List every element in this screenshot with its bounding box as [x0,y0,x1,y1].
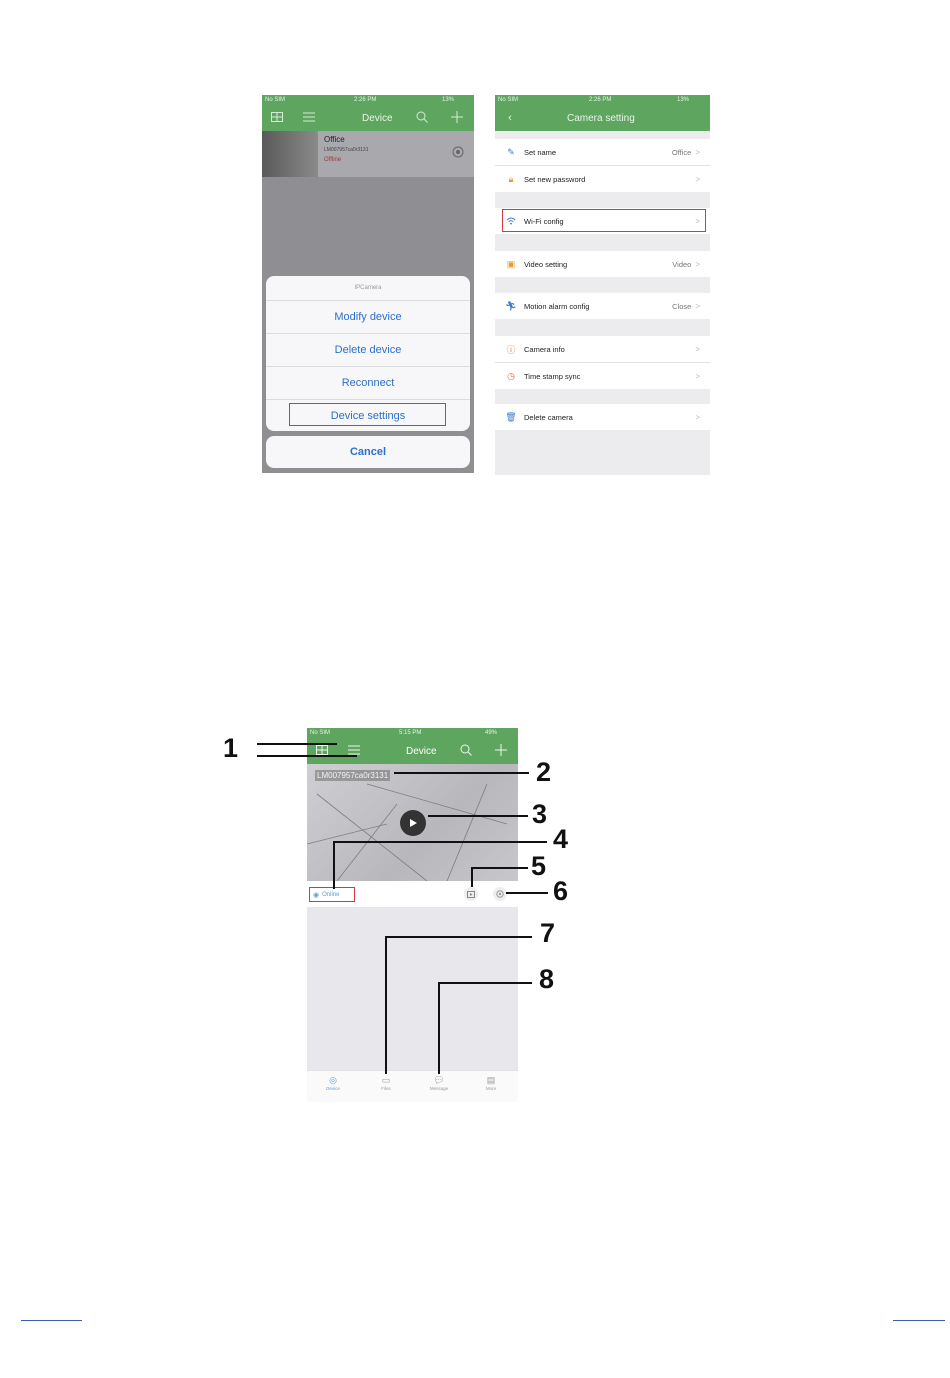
video-icon: ▣ [506,258,516,269]
main-device-screenshot [307,728,518,1102]
chevron-right-icon: > [695,301,700,311]
settings-gear-icon[interactable] [452,146,464,158]
online-label: Online [322,891,340,898]
leader-line-6 [506,892,548,894]
top-bar [262,95,474,131]
battery-text: 13% [442,97,455,103]
playback-icon[interactable] [464,887,478,901]
row-label: Wi-Fi config [524,216,564,226]
footer-rule-left [21,1320,82,1321]
top-bar [495,95,710,131]
clock: 5:15 PM [399,730,422,736]
device-status: Offline [324,157,342,163]
leader-line-3 [428,815,528,817]
wifi-config-highlight [502,209,706,232]
settings-gear-icon[interactable] [493,887,507,901]
more-tab-icon: ▤ [486,1075,496,1085]
chevron-right-icon: > [695,259,700,269]
callout-3: 3 [532,799,548,829]
tab-label: Files [381,1086,391,1091]
modify-device-button[interactable]: Modify device [266,300,470,333]
callout-2: 2 [536,757,552,787]
reconnect-button[interactable]: Reconnect [266,366,470,399]
device-tab-icon: ◎ [329,1075,337,1085]
device-thumbnail [262,131,318,177]
sheet-header: IPCamera [354,285,382,291]
leader-line-4h [334,841,547,843]
camera-preview[interactable] [307,764,518,881]
chevron-right-icon: > [695,174,700,184]
online-status-badge [309,887,355,902]
list-view-icon[interactable] [302,110,316,124]
settings-group-5 [495,336,710,389]
chevron-right-icon: > [695,344,700,354]
bottom-tab-bar [307,1070,518,1102]
carrier: No SIM [498,97,519,103]
settings-group-3 [495,251,710,277]
set-password-row[interactable] [495,166,710,192]
info-icon: ⓘ [506,344,516,355]
play-button-icon[interactable] [400,810,426,836]
tab-more[interactable] [471,1075,511,1091]
camera-setting-screenshot [495,95,710,475]
camera-status-bar [307,881,518,907]
set-name-row[interactable] [495,139,710,165]
files-tab-icon: ▭ [381,1075,391,1085]
camera-id-label: LM007957ca0r3131 [317,771,389,780]
tab-files[interactable] [366,1075,406,1091]
back-icon[interactable]: ‹ [508,112,512,124]
row-value: Close [672,301,692,311]
row-value: Office [671,147,692,157]
row-label: Set new password [524,174,586,184]
page-title: Camera setting [567,113,635,124]
callout-4: 4 [553,824,569,854]
clock: 2:26 PM [354,97,377,103]
row-label: Time stamp sync [524,371,581,381]
clock: 2:26 PM [589,97,612,103]
tab-message[interactable] [419,1075,459,1091]
leader-line-4v [333,841,335,889]
camera-info-row[interactable] [495,336,710,362]
footer-rule-right [893,1320,945,1321]
row-label: Video setting [524,259,568,269]
chevron-right-icon: > [695,147,700,157]
chevron-right-icon: > [695,216,700,226]
leader-line-8v [438,982,440,1074]
grid-view-icon[interactable] [270,110,284,124]
add-icon[interactable] [494,743,508,757]
chevron-right-icon: > [695,412,700,422]
message-tab-icon: 💬︎ [433,1075,445,1085]
add-icon[interactable] [450,110,464,124]
carrier: No SIM [265,97,286,103]
leader-line-1a [257,743,337,745]
lock-icon: 🔒︎ [508,173,514,184]
search-icon[interactable] [459,743,473,757]
row-label: Camera info [524,344,565,354]
device-settings-highlight [289,403,446,426]
settings-group-6 [495,404,710,430]
device-row[interactable] [262,131,474,177]
carrier: No SIM [310,730,331,736]
top-bar [307,728,518,764]
callout-1: 1 [223,733,239,763]
device-id: LM007957ca0r3131 [324,147,369,153]
cancel-button[interactable]: Cancel [266,436,470,468]
motion-icon: 🏃︎ [505,300,517,311]
callout-5: 5 [531,851,547,881]
row-label: Motion alarm config [524,301,590,311]
leader-line-1b [257,755,357,757]
tab-device[interactable] [313,1075,353,1091]
battery-text: 13% [677,97,690,103]
video-setting-row[interactable] [495,251,710,277]
battery-text: 49% [485,730,498,736]
settings-group-4 [495,293,710,319]
delete-device-button[interactable]: Delete device [266,333,470,366]
device-settings-button[interactable]: Device settings [266,399,470,431]
row-label: Delete camera [524,412,573,422]
search-icon[interactable] [415,110,429,124]
delete-camera-row[interactable] [495,404,710,430]
tab-label: Device [326,1086,340,1091]
tab-label: More [485,1086,497,1091]
device-name: Office [324,135,345,144]
callout-8: 8 [539,964,555,994]
device-list-screenshot [262,95,474,473]
online-icon: ◉ [313,891,320,899]
edit-icon: ✎ [507,146,515,157]
row-value: Video [672,259,692,269]
leader-line-7h [386,936,532,938]
time-stamp-sync-row[interactable] [495,363,710,389]
motion-alarm-row[interactable] [495,293,710,319]
leader-line-5h [472,867,528,869]
leader-line-8h [439,982,532,984]
callout-7: 7 [540,918,556,948]
callout-6: 6 [553,876,569,906]
leader-line-7v [385,936,387,1074]
chevron-right-icon: > [695,371,700,381]
clock-icon: ◷ [507,370,515,381]
page-title: Device [406,746,437,757]
settings-group-1 [495,139,710,192]
page-title: Device [362,113,393,124]
leader-line-5v [471,867,473,887]
leader-line-2 [394,772,529,774]
tab-label: Message [429,1086,449,1091]
row-label: Set name [524,147,557,157]
trash-icon: 🗑︎ [505,411,517,422]
